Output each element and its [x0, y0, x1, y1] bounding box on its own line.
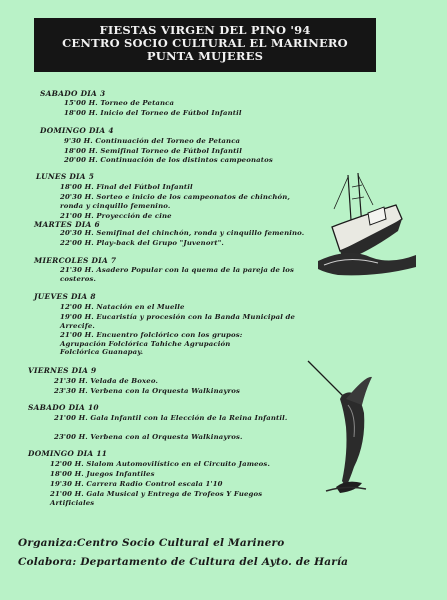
- event-line: 23'00 H. Verbena con al Orquesta Walkinayros.: [54, 433, 243, 441]
- marlin-fish-illustration: [306, 355, 398, 495]
- event-line: 20'30 H. Sorteo e inicio de los campeonatos de chinchón, ronda y cinquillo femenino.: [60, 193, 291, 210]
- event-line: 18'00 H. Final del Fútbol Infantil: [60, 183, 193, 191]
- day-heading: JUEVES DIA 8: [34, 292, 96, 301]
- event-line: 19'30 H. Carrera Radio Control escala 1'10: [50, 480, 223, 488]
- title-line-3: PUNTA MUJERES: [146, 49, 264, 63]
- event-line: 21'00 H. Gala Infantil con la Elección de la Reina Infantil.: [54, 414, 288, 422]
- title-line-1: FIESTAS VIRGEN DEL PINO '94: [99, 23, 311, 37]
- event-line: 18'00 H. Juegos Infantiles: [50, 470, 155, 478]
- event-line: 21'00 H. Proyección de cine: [60, 212, 172, 220]
- event-line: 21'00 H. Gala Musical y Entrega de Trofeos Y Fuegos Artificiales: [50, 490, 263, 507]
- event-line: 18'00 H. Inicio del Torneo de Fútbol Infantil: [64, 109, 242, 117]
- day-heading: LUNES DIA 5: [36, 172, 95, 181]
- event-line: 15'00 H. Torneo de Petanca: [64, 99, 175, 107]
- event-line: 21'00 H. Encuentro folclórico con los grupos: Agrupación Folclórica Tahiche Agrupación Folclórica Guanapay.: [60, 331, 243, 357]
- organizer-credit: Organiza:Centro Socio Cultural el Marinero: [18, 537, 285, 549]
- fishing-boat-illustration: [318, 165, 418, 280]
- event-line: 9'30 H. Continuación del Torneo de Petanca: [64, 137, 241, 145]
- event-line: 18'00 H. Semifinal Torneo de Fútbol Infantil: [64, 147, 242, 155]
- event-line: 20'30 H. Semifinal del chinchón, ronda y cinquillo femenino.: [60, 229, 305, 237]
- event-line: 19'00 H. Eucaristía y procesión con la Banda Municipal de Arrecife.: [60, 313, 296, 330]
- day-heading: DOMINGO DIA 4: [40, 126, 114, 135]
- event-line: 12'00 H. Slalom Automovilístico en el Circuito Jameos.: [50, 460, 271, 468]
- day-heading: MARTES DIA 6: [34, 220, 100, 229]
- day-heading: VIERNES DIA 9: [28, 366, 97, 375]
- event-line: 22'00 H. Play-back del Grupo "Juvenort".: [60, 239, 224, 247]
- event-line: 21'30 H. Asadero Popular con la quema de la pareja de los costeros.: [60, 266, 295, 283]
- day-heading: MIERCOLES DIA 7: [34, 256, 117, 265]
- day-heading: DOMINGO DIA 11: [28, 449, 108, 458]
- event-line: 20'00 H. Continuación de los distintos campeonatos: [64, 156, 273, 164]
- collaborator-credit: Colabora: Departamento de Cultura del Ayto. de Haría: [18, 556, 349, 568]
- title-line-2: CENTRO SOCIO CULTURAL EL MARINERO: [62, 36, 348, 50]
- day-heading: SABADO DIA 3: [40, 89, 106, 98]
- event-line: 21'30 H. Velada de Boxeo.: [54, 377, 158, 385]
- day-heading: SABADO DIA 10: [28, 403, 99, 412]
- event-line: 12'00 H. Natación en el Muelle: [60, 303, 185, 311]
- event-line: 23'30 H. Verbena con la Orquesta Walkinayros: [54, 387, 241, 395]
